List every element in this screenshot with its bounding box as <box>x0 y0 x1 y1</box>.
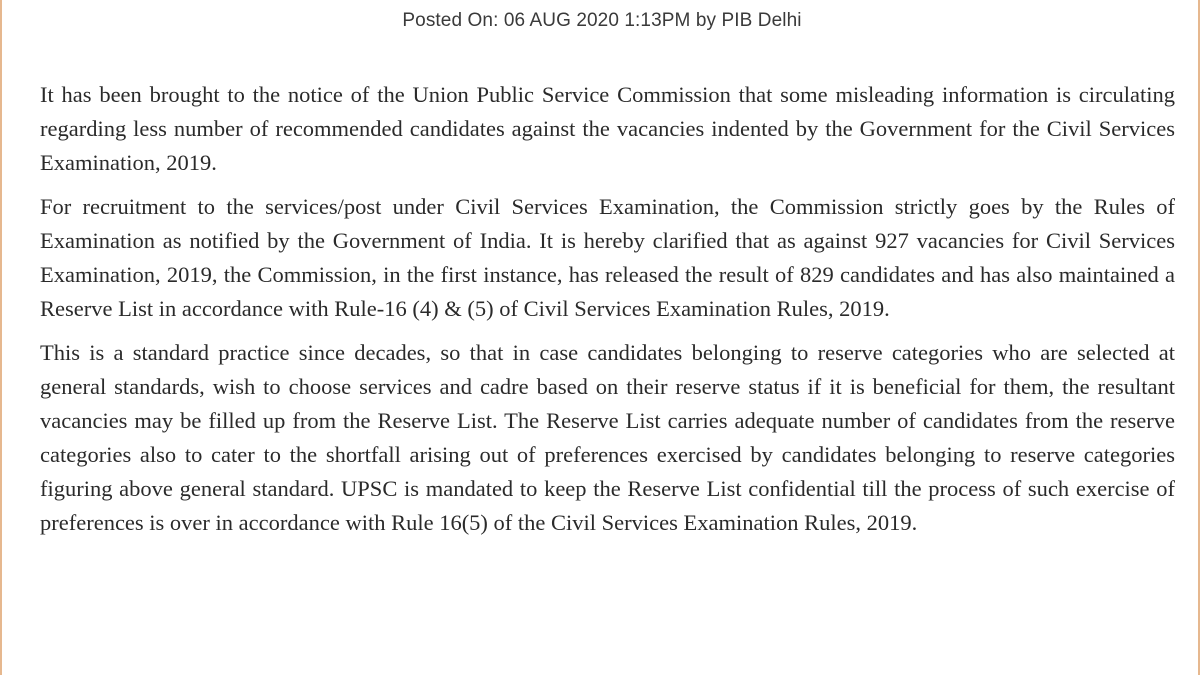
paragraph-3: This is a standard practice since decades, so that in case candidates belonging to reserve categories who are selected at general standards, wish to choose services and cadre based on their reserve status if it is beneficial for them, the resultant vacancies may be filled up from the Reserve List. The Reserve List carries adequate number of candidates from the reserve categories also to cater to the shortfall arising out of preferences exercised by candidates belonging to reserve categories figuring above general standard. UPSC is mandated to keep the Reserve List confidential till the process of such exercise of preferences is over in accordance with Rule 16(5) of the Civil Services Examination Rules, 2019. <box>40 340 1175 535</box>
article-body <box>40 78 1175 550</box>
paragraph-1: It has been brought to the notice of the Union Public Service Commission that some misleading information is circulating regarding less number of recommended candidates against the vacancies indented by the Government for the Civil Services Examination, 2019. <box>40 82 1175 175</box>
posted-on-line: Posted On: 06 AUG 2020 1:13PM by PIB Delhi <box>402 10 802 31</box>
paragraph-2: For recruitment to the services/post under Civil Services Examination, the Commission strictly goes by the Rules of Examination as notified by the Government of India. It is hereby clarified that as against 927 vacancies for Civil Services Examination, 2019, the Commission, in the first instance, has released the result of 829 candidates and has also maintained a Reserve List in accordance with Rule-16 (4) & (5) of Civil Services Examination Rules, 2019. <box>40 194 1175 321</box>
